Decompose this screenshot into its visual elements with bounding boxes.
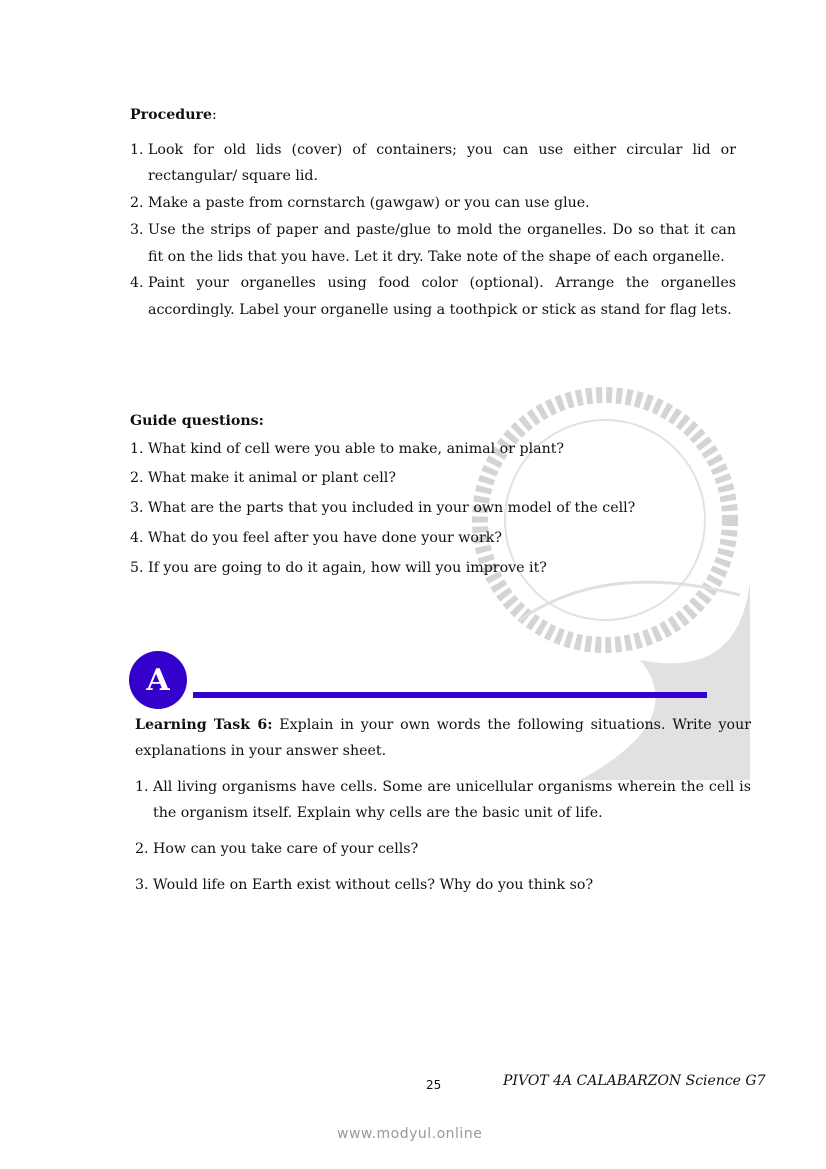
- guide-question: 4. What do you feel after you have done your work?: [130, 529, 502, 546]
- learning-task-item: 1. All living organisms have cells. Some are unicellular organisms wherein the cell is the organism itself. Explain why cells are the basic unit of life.: [135, 779, 751, 821]
- guide-question: 3. What are the parts that you included in your own model of the cell?: [130, 500, 636, 517]
- procedure-step: 2. Make a paste from cornstarch (gawgaw) or you can use glue.: [130, 195, 590, 212]
- footer-title: PIVOT 4A CALABARZON Science G7: [503, 1073, 766, 1089]
- learning-task-item: 2. How can you take care of your cells?: [135, 841, 419, 857]
- guide-questions-section: [130, 408, 736, 583]
- guide-question: 2. What make it animal or plant cell?: [130, 470, 396, 487]
- learning-task-section: [135, 712, 751, 908]
- learning-task-intro: Learning Task 6: Explain in your own words the following situations. Write your explanations in your answer sheet.: [135, 717, 751, 759]
- procedure-heading: Procedure:: [130, 107, 217, 123]
- guide-question: 5. If you are going to do it again, how will you improve it?: [130, 559, 547, 576]
- guide-question: 1. What kind of cell were you able to make, animal or plant?: [130, 440, 565, 457]
- procedure-step: 1. Look for old lids (cover) of containers; you can use either circular lid or rectangular/ square lid.: [130, 141, 736, 185]
- procedure-section: [130, 102, 736, 324]
- learning-task-item: 3. Would life on Earth exist without cells? Why do you think so?: [135, 877, 594, 893]
- section-badge-a: A: [129, 651, 187, 709]
- site-watermark: www.modyul.online: [337, 1126, 483, 1142]
- procedure-step: 3. Use the strips of paper and paste/glue to mold the organelles. Do so that it can fit on the lids that you have. Let it dry. Take note of the shape of each organelle.: [130, 221, 736, 265]
- page-number: 25: [426, 1078, 442, 1092]
- guide-questions-heading: Guide questions:: [130, 413, 264, 429]
- procedure-step: 4. Paint your organelles using food color (optional). Arrange the organelles accordingly. Label your organelle using a toothpick or stick as stand for flag lets.: [130, 275, 736, 318]
- section-divider-bar: [193, 692, 707, 698]
